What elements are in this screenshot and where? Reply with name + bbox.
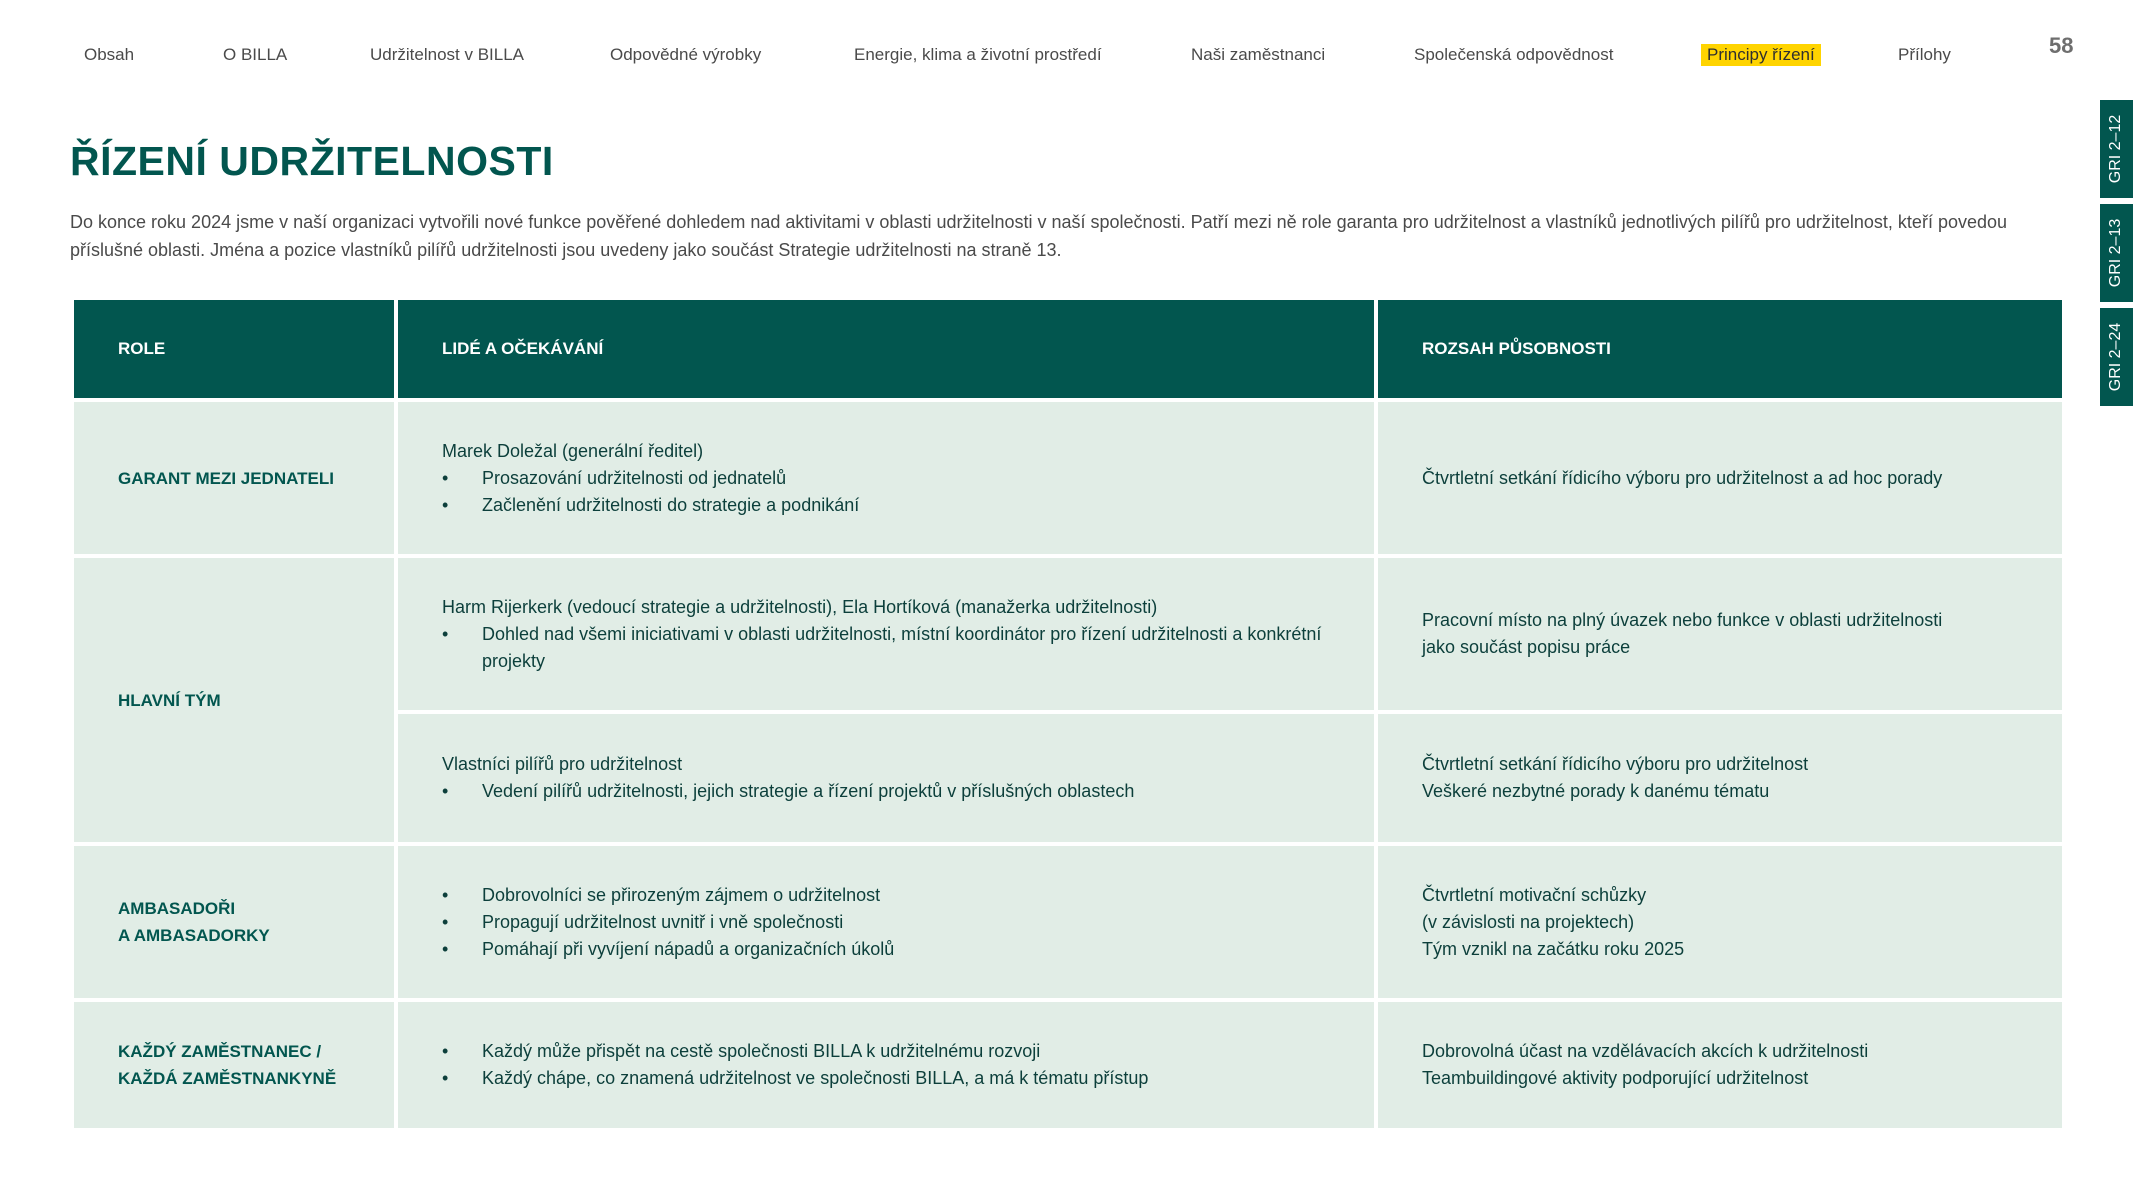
scope-line: Dobrovolná účast na vzdělávacích akcích k udržitelnosti <box>1422 1041 1869 1061</box>
scope-line: Pracovní místo na plný úvazek nebo funkce v oblasti udržitelnosti <box>1422 610 1943 630</box>
expectation-list <box>442 1038 1374 1092</box>
scope-line: Tým vznikl na začátku roku 2025 <box>1422 938 1685 959</box>
header-people: LIDÉ A OČEKÁVÁNÍ <box>398 300 1374 398</box>
governance-table <box>72 298 2064 1132</box>
people-cell <box>398 1002 1374 1128</box>
gri-tab-label: GRI 2–12 <box>2107 114 2125 184</box>
role-label: KAŽDÝ ZAMĚSTNANEC / <box>118 1042 322 1061</box>
scope-cell <box>1378 1002 2062 1128</box>
role-cell <box>74 1002 394 1128</box>
list-item: • Každý může přispět na cestě společnosti BILLA k udržitelnému rozvoji <box>442 1038 1374 1065</box>
list-item: • Pomáhají při vyvíjení nápadů a organizačních úkolů <box>442 936 1374 963</box>
nav-item-odpovedne-vyrobky[interactable]: Odpovědné výrobky <box>610 45 762 64</box>
page-number: 58 <box>2049 33 2074 58</box>
header-role: ROLE <box>74 300 394 398</box>
gri-tab-2-13[interactable] <box>2100 204 2133 302</box>
role-cell <box>74 402 394 554</box>
expectation-list <box>442 778 1374 805</box>
gri-tab-2-12[interactable] <box>2100 100 2133 198</box>
list-item: • Začlenění udržitelnosti do strategie a podnikání <box>442 492 1374 519</box>
gri-tab-label: GRI 2–24 <box>2107 322 2125 392</box>
people-cell <box>398 402 1374 554</box>
scope-line: Čtvrtletní motivační schůzky <box>1422 884 1647 905</box>
nav-item-prilohy[interactable]: Přílohy <box>1898 45 1951 64</box>
scope-line: Veškeré nezbytné porady k danému tématu <box>1422 781 1770 801</box>
scope-cell <box>1378 402 2062 554</box>
people-name: Vlastníci pilířů pro udržitelnost <box>442 754 683 774</box>
role-label: KAŽDÁ ZAMĚSTNANKYNĚ <box>118 1069 337 1088</box>
role-cell <box>74 558 394 842</box>
role-label: HLAVNÍ TÝM <box>118 690 221 710</box>
nav-item-energie[interactable]: Energie, klima a životní prostředí <box>854 45 1102 64</box>
nav-item-udrzitelnost[interactable]: Udržitelnost v BILLA <box>370 45 525 64</box>
people-cell <box>398 846 1374 998</box>
gri-tab-label: GRI 2–13 <box>2107 218 2125 288</box>
list-item: • Každý chápe, co znamená udržitelnost ve společnosti BILLA, a má k tématu přístup <box>442 1065 1374 1092</box>
nav-item-zamestnanci[interactable]: Naši zaměstnanci <box>1191 45 1326 64</box>
list-item: • Propagují udržitelnost uvnitř i vně společnosti <box>442 909 1374 936</box>
people-name: Marek Doležal (generální ředitel) <box>442 440 704 461</box>
nav-item-principy-rizeni[interactable]: Principy řízení <box>1701 44 1821 66</box>
people-name: Harm Rijerkerk (vedoucí strategie a udržitelnosti), Ela Hortíková (manažerka udržitelnosti) <box>442 596 1158 617</box>
list-item: • Prosazování udržitelnosti od jednatelů <box>442 465 1374 492</box>
role-label: AMBASADOŘI <box>118 899 236 918</box>
list-item: • Dohled nad všemi iniciativami v oblasti udržitelnosti, místní koordinátor pro řízení udržitelnosti a konkrétní projekty <box>442 621 1322 675</box>
page-title: ŘÍZENÍ UDRŽITELNOSTI <box>70 138 554 184</box>
nav-item-o-billa[interactable]: O BILLA <box>223 45 288 64</box>
list-item: • Dobrovolníci se přirozeným zájmem o udržitelnost <box>442 882 1374 909</box>
people-cell <box>398 714 1374 842</box>
scope-line: Čtvrtletní setkání řídicího výboru pro udržitelnost <box>1422 754 1809 774</box>
role-label: A AMBASADORKY <box>118 926 270 945</box>
role-label: GARANT MEZI JEDNATELI <box>118 468 334 488</box>
scope-line: Teambuildingové aktivity podporující udržitelnost <box>1422 1068 1809 1088</box>
scope-line: jako součást popisu práce <box>1422 637 1631 657</box>
expectation-list <box>442 465 1374 519</box>
intro-paragraph: Do konce roku 2024 jsme v naší organizaci vytvořili nové funkce pověřené dohledem nad aktivitami v oblasti udržitelnosti v naší společnosti. Patří mezi ně role garanta pro udržitelnost a vlastníků jednotlivých pilířů pro udržitelnost, kteří povedou příslušné oblasti. Jména a pozice vlastníků pilířů udržitelnosti jsou uvedeny jako součást Strategie udržitelnosti na straně 13. <box>70 212 2008 260</box>
expectation-list <box>442 621 1322 675</box>
header-scope: ROZSAH PŮSOBNOSTI <box>1378 300 2062 398</box>
scope-cell <box>1378 846 2062 998</box>
scope-line: Čtvrtletní setkání řídicího výboru pro udržitelnost a ad hoc porady <box>1422 467 1943 488</box>
scope-cell <box>1378 714 2062 842</box>
nav-item-spolecenska[interactable]: Společenská odpovědnost <box>1414 45 1614 64</box>
nav-item-obsah[interactable]: Obsah <box>84 45 135 64</box>
expectation-list <box>442 882 1374 963</box>
scope-cell <box>1378 558 2062 710</box>
gri-tab-2-24[interactable] <box>2100 308 2133 406</box>
people-cell <box>398 558 1374 710</box>
list-item: • Vedení pilířů udržitelnosti, jejich strategie a řízení projektů v příslušných oblastech <box>442 778 1374 805</box>
scope-line: (v závislosti na projektech) <box>1422 911 1635 932</box>
role-cell <box>74 846 394 998</box>
